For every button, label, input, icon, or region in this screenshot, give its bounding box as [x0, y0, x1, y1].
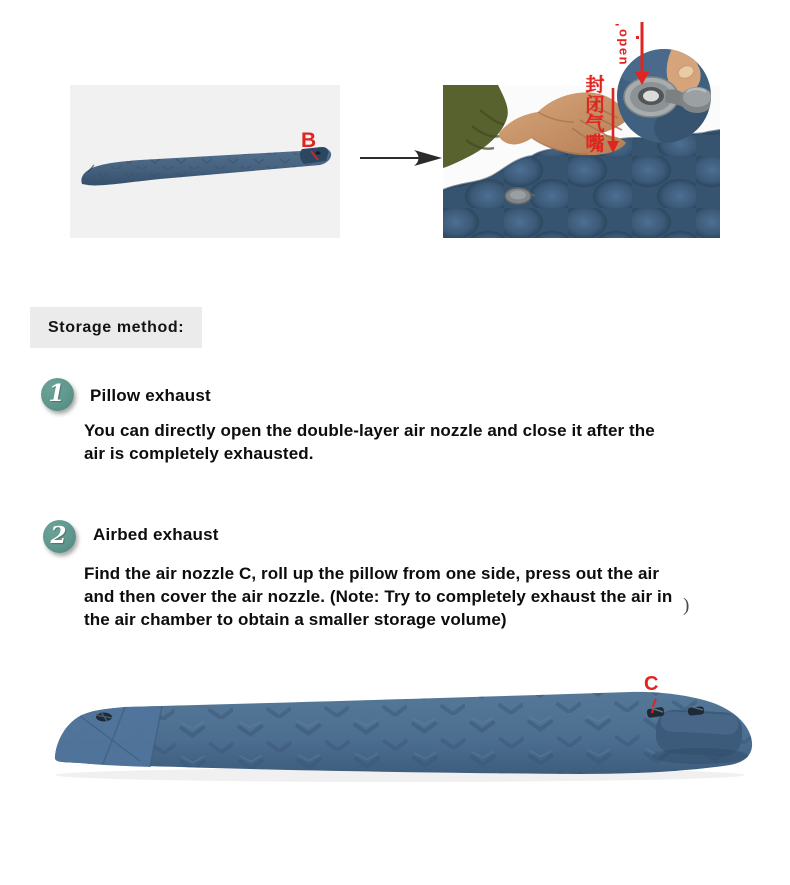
after-photo-panel — [440, 0, 790, 240]
step-2-body-line: Find the air nozzle C, roll up the pillow from one side, press out the air — [84, 564, 660, 583]
section-header-label: Storage method: — [48, 318, 185, 336]
bottom-mattress-image — [0, 655, 790, 885]
step-1-badge — [41, 378, 74, 411]
close-nozzle-char: 封 — [585, 75, 605, 96]
valve-b-icon — [315, 151, 320, 155]
press-mattress-image — [440, 0, 790, 240]
transition-arrow-icon — [358, 146, 444, 170]
open-dash: - — [615, 16, 620, 31]
step-1-body-line: air is completely exhausted. — [84, 444, 314, 463]
step-1-body — [84, 419, 744, 465]
step-2-title: Airbed exhaust — [93, 525, 219, 544]
section-header — [30, 307, 202, 348]
close-nozzle-char: 闭 — [585, 94, 605, 116]
open-label: open — [616, 28, 632, 67]
step-1-number: 1 — [48, 380, 65, 407]
label-b: B — [301, 129, 317, 152]
before-photo-panel — [70, 85, 340, 238]
step-2-body-line: the air chamber to obtain a smaller storage volume) — [84, 610, 507, 629]
close-nozzle-char: 气 — [585, 114, 605, 135]
close-nozzle-char: 嘴 — [585, 133, 605, 155]
label-c: C — [644, 673, 659, 695]
close-nozzle-label — [584, 76, 606, 154]
step-2-number: 2 — [50, 522, 67, 549]
deflated-mattress-image — [70, 85, 340, 238]
step-2-badge — [43, 520, 76, 553]
stray-paren-artifact: ) — [683, 595, 690, 616]
step-1-title: Pillow exhaust — [90, 386, 211, 405]
step-1-body-line: You can directly open the double-layer air nozzle and close it after the — [84, 421, 655, 440]
step-2-body — [84, 562, 744, 631]
step-2-body-line: and then cover the air nozzle. (Note: Try to completely exhaust the air in — [84, 587, 673, 606]
